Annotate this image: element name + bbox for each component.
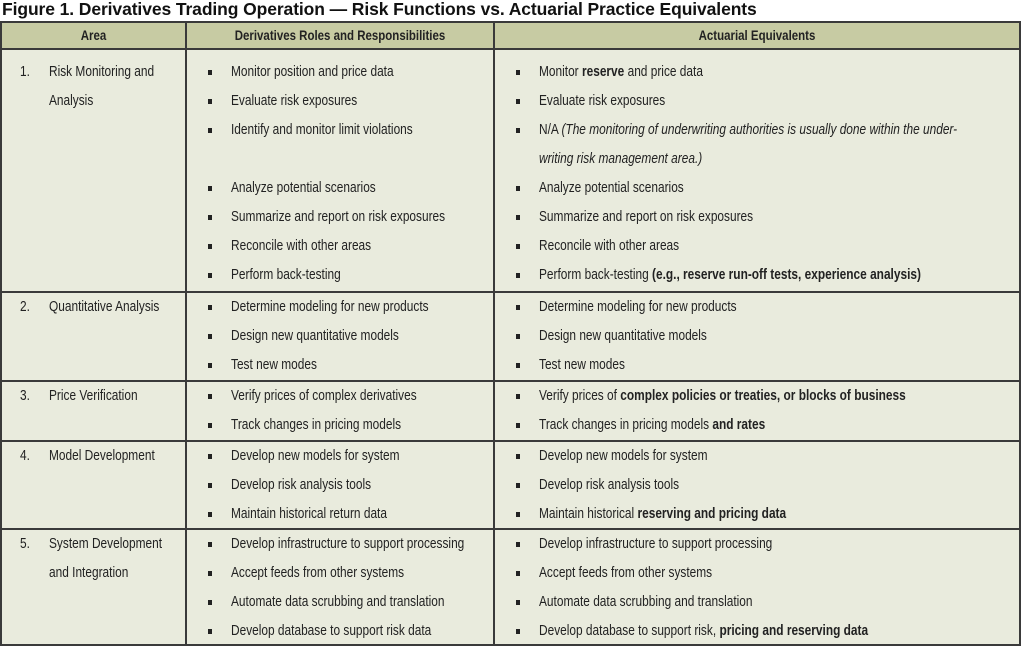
bullet-icon <box>208 629 212 634</box>
area-number: 1. <box>20 64 30 80</box>
bullet-icon <box>208 571 212 576</box>
bullet-icon <box>516 70 520 75</box>
bullet-icon <box>516 128 520 133</box>
bullet-icon <box>208 483 212 488</box>
area-number: 4. <box>20 448 30 464</box>
bullet-icon <box>208 334 212 339</box>
bullet-icon <box>208 600 212 605</box>
area-label: Price Verification <box>49 388 138 404</box>
bullet-icon <box>208 70 212 75</box>
bullet-icon <box>516 483 520 488</box>
bullet-icon <box>208 454 212 459</box>
bullet-icon <box>208 244 212 249</box>
area-label: Risk Monitoring and Analysis <box>49 64 155 109</box>
area-label: Model Development <box>49 448 155 464</box>
bullet-icon <box>208 186 212 191</box>
header-derivatives: Derivatives Roles and Responsibilities <box>234 27 446 43</box>
area-number: 2. <box>20 299 30 315</box>
bullet-icon <box>208 215 212 220</box>
bullet-icon <box>208 512 212 517</box>
bullet-icon <box>208 99 212 104</box>
area-label: System Development and Integration <box>49 536 163 581</box>
column-divider <box>493 23 495 644</box>
header-area: Area <box>80 27 107 43</box>
bullet-icon <box>516 571 520 576</box>
bullet-icon <box>516 99 520 104</box>
bullet-icon <box>516 600 520 605</box>
bullet-icon <box>516 273 520 278</box>
bullet-icon <box>516 334 520 339</box>
bullet-icon <box>208 273 212 278</box>
bullet-icon <box>516 305 520 310</box>
bullet-icon <box>516 629 520 634</box>
bullet-icon <box>208 305 212 310</box>
bullet-icon <box>516 512 520 517</box>
bullet-icon <box>516 363 520 368</box>
bullet-icon <box>516 215 520 220</box>
header-actuarial: Actuarial Equivalents <box>698 27 816 43</box>
bullet-icon <box>516 454 520 459</box>
bullet-icon <box>516 186 520 191</box>
bullet-icon <box>516 423 520 428</box>
comparison-table: Area Derivatives Roles and Responsibilities Actuarial Equivalents 1. Risk Monitoring and Analysis Monitor position and price data Evaluate risk exposures Identify and monitor limit violations Analyze potential scenarios Summarize and report on risk exposures Reconcile with other areas Perform back-testing Monitor reserve and price data Evaluate risk exposures N/A (The monitoring of underwriting authorities is usually done within the under- writing risk management area.) Analyze potential scenarios Summarize and report on risk exposures Reconcile with other areas Perform back-testing (e.g., reserve run-off tests, experience analysis) 2. Quantitative Analysis Determine modeling for new products Design new quantitative models Test new modes Determine modeling for new products Design new quantitative models Test new modes 3. Price Verification Verify prices of complex derivatives Track changes in pricing models Verify prices of complex policies or treaties, or blocks of business Track changes in pricing models and rates 4. Model Development Develop new models for system Develop risk analysis tools Maintain historical return data Develop new models for system Develop risk analysis tools Maintain historical reserving and pricing data 5. System Development and Integration Develop infrastructure to support processing Accept feeds from other systems Automate data scrubbing and translation Develop database to support risk data Develop infrastructure to support processing Accept feeds from other systems Automate data scrubbing and translation Develop database to support risk, pricing and reserving data <box>0 21 1021 646</box>
bullet-icon <box>516 394 520 399</box>
bullet-icon <box>208 423 212 428</box>
table-header <box>2 23 1019 50</box>
bullet-icon <box>516 244 520 249</box>
area-number: 3. <box>20 388 30 404</box>
bullet-icon <box>208 394 212 399</box>
bullet-icon <box>208 363 212 368</box>
figure-title: Figure 1. Derivatives Trading Operation — Risk Functions vs. Actuarial Practice Equivalents <box>2 0 757 19</box>
bullet-icon <box>516 542 520 547</box>
area-number: 5. <box>20 536 30 552</box>
area-label: Quantitative Analysis <box>49 299 160 315</box>
bullet-icon <box>208 128 212 133</box>
bullet-icon <box>208 542 212 547</box>
